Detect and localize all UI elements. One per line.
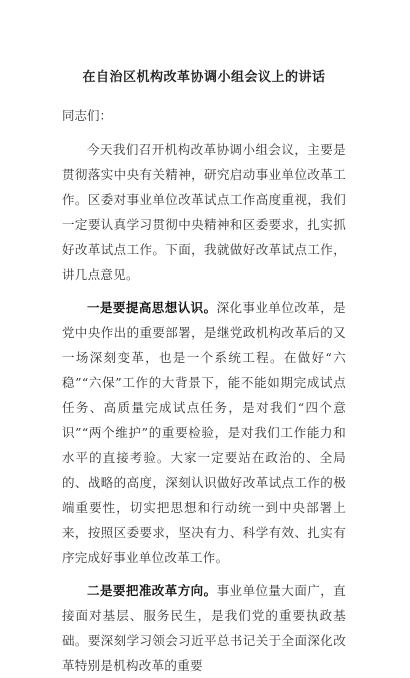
paragraph-point-1 bbox=[62, 295, 346, 570]
paragraph-lead: 一是要提高思想认识。 bbox=[87, 300, 217, 315]
paragraph-text: 事业单位量大面广，直接面对基层、服务民生，是我们党的重要执政基础。要深刻学习领会习近平总书记关于全面深化改革特别是机构改革的重要 bbox=[62, 583, 346, 673]
salutation: 同志们： bbox=[62, 108, 113, 123]
paragraph-intro bbox=[62, 137, 346, 287]
paragraph-text: 今天我们召开机构改革协调小组会议，主要是贯彻落实中央有关精神，研究启动事业单位改革工作。区委对事业单位改革试点工作高度重视，我们一定要认真学习贯彻中央精神和区委要求，扎实抓好改革试点工作。下面，我就做好改革试点工作，讲几点意见。 bbox=[62, 142, 346, 282]
document-title: 在自治区机构改革协调小组会议上的讲话 bbox=[82, 70, 326, 85]
paragraph-lead: 二是要把准改革方向。 bbox=[87, 583, 217, 598]
paragraph-text: 深化事业单位改革，是党中央作出的重要部署，是继党政机构改革后的又一场深刻变革，也是一个系统工程。在做好“六稳”“六保”工作的大背景下，能不能如期完成试点任务、高质量完成试点任务，是对我们“四个意识”“两个维护”的重要检验，是对我们工作能力和水平的直接考验。大家一定要站在政治的、全局的、战略的高度，深刻认识做好改革试点工作的极端重要性，切实把思想和行动统一到中央部署上来，按照区委要求，坚决有力、科学有效、扎实有序完成好事业单位改革工作。 bbox=[62, 300, 346, 565]
paragraph-point-2 bbox=[62, 578, 346, 678]
